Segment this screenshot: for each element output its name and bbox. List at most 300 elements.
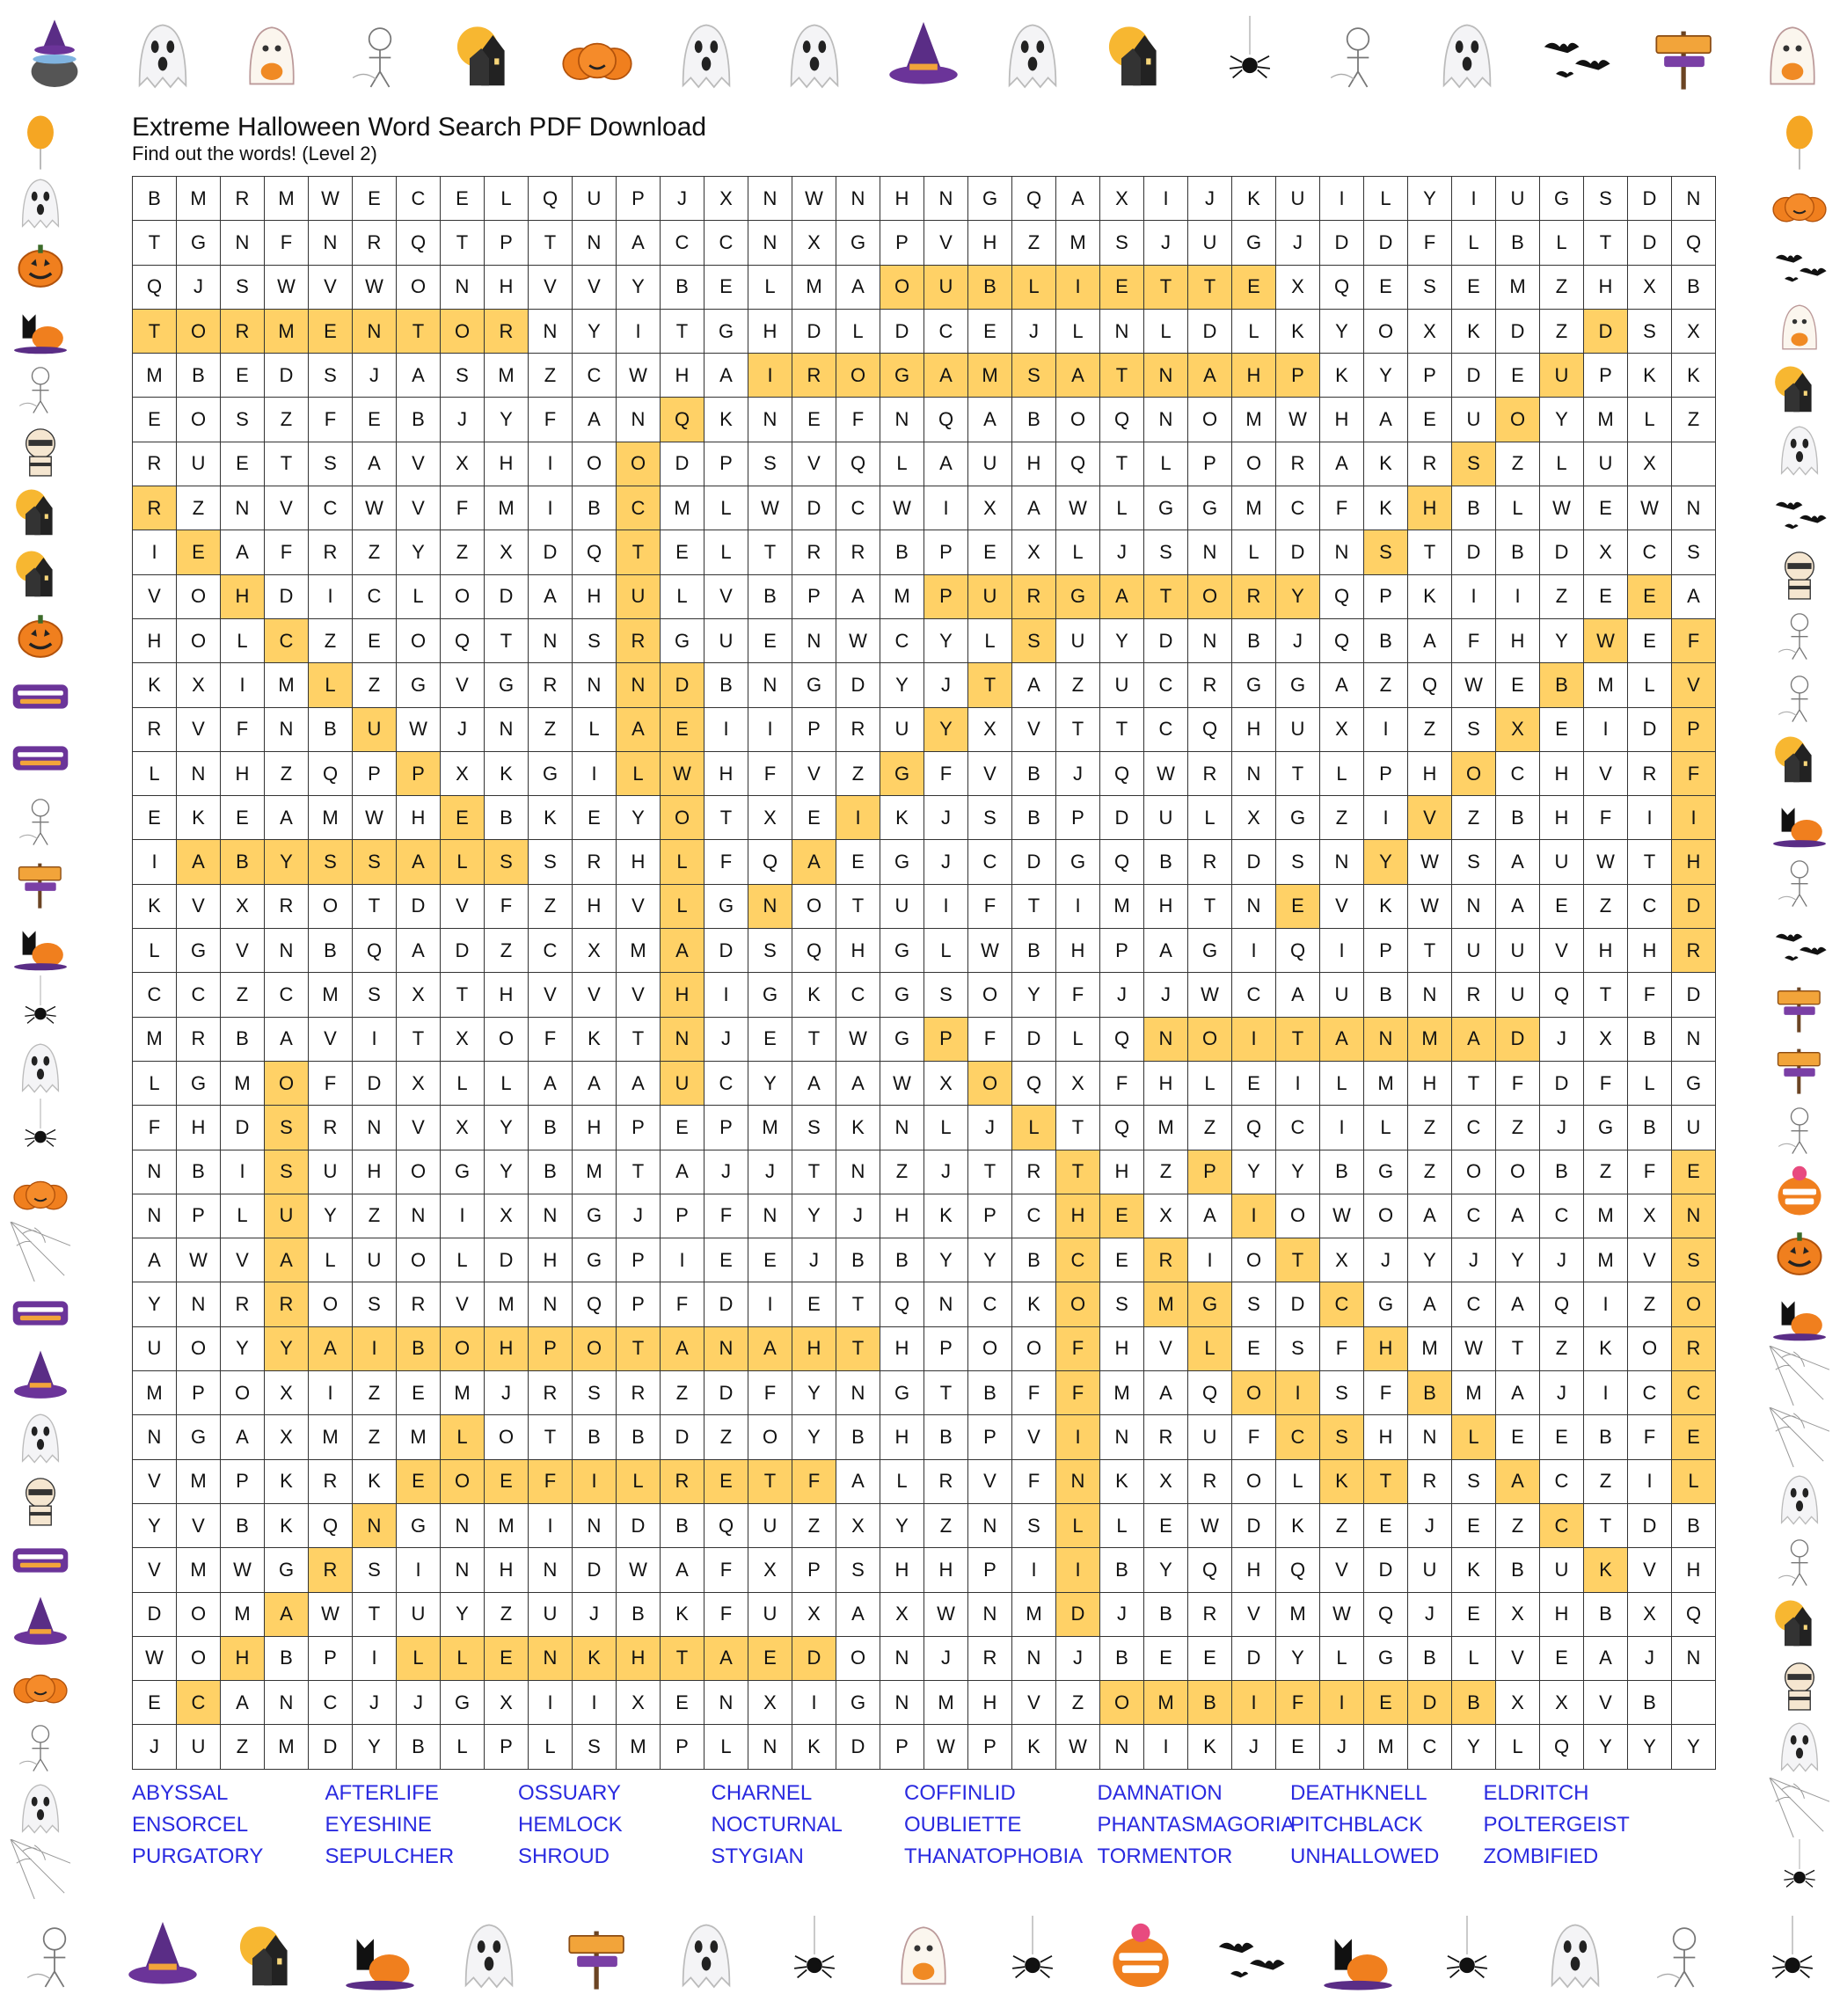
word-list-item: HEMLOCK (518, 1813, 623, 1837)
grid-cell: R (133, 708, 177, 752)
grid-cell: Y (880, 663, 924, 707)
grid-cell: Z (1056, 1681, 1100, 1725)
grid-cell: K (1232, 177, 1276, 221)
grid-cell: L (441, 840, 485, 884)
grid-cell: D (792, 486, 836, 530)
grid-cell: F (441, 486, 485, 530)
grid-cell: T (1056, 1150, 1100, 1194)
grid-cell: U (177, 1725, 221, 1769)
grid-cell: H (1540, 796, 1584, 840)
grid-cell: P (485, 221, 529, 265)
grid-cell: J (1144, 973, 1188, 1017)
grid-cell: A (177, 840, 221, 884)
grid-cell: A (353, 442, 397, 486)
grid-cell: E (1584, 486, 1628, 530)
grid-cell: A (617, 1062, 661, 1106)
grid-cell: M (1100, 885, 1144, 929)
grid-cell: A (836, 1460, 880, 1504)
grid-cell: H (1540, 1593, 1584, 1637)
grid-cell: A (617, 708, 661, 752)
grid-cell: C (1452, 1194, 1496, 1238)
grid-cell: H (880, 1194, 924, 1238)
grid-cell: H (485, 1548, 529, 1592)
grid-cell: N (1100, 1415, 1144, 1459)
grid-cell: J (968, 1106, 1012, 1150)
grid-cell: E (792, 1282, 836, 1326)
grid-cell: W (309, 177, 353, 221)
grid-cell: Z (1188, 1106, 1232, 1150)
grid-cell: O (968, 1327, 1012, 1371)
grid-cell: C (177, 1681, 221, 1725)
grid-cell: R (353, 221, 397, 265)
grid-cell: G (880, 973, 924, 1017)
trick-or-treat-icon (1102, 1916, 1179, 1993)
grid-cell: P (353, 752, 397, 796)
grid-cell: D (1408, 1681, 1452, 1725)
grid-cell: G (485, 663, 529, 707)
balloon-icon (1764, 111, 1835, 171)
grid-cell: S (1628, 310, 1672, 354)
ghost-icon (124, 16, 201, 93)
grid-cell: D (221, 1106, 265, 1150)
grid-cell: E (661, 708, 704, 752)
grid-cell: T (704, 796, 748, 840)
grid-cell: D (1628, 708, 1672, 752)
grid-cell: N (1232, 885, 1276, 929)
grid-cell: C (1144, 708, 1188, 752)
grid-cell: N (748, 177, 792, 221)
grid-cell: D (1056, 1593, 1100, 1637)
grid-cell: P (704, 442, 748, 486)
grid-cell: E (441, 796, 485, 840)
grid-cell: U (309, 1150, 353, 1194)
word-list-item: PITCHBLACK (1290, 1813, 1423, 1837)
grid-cell: R (792, 354, 836, 398)
grid-cell: V (1320, 1548, 1364, 1592)
grid-cell: B (1100, 1548, 1144, 1592)
grid-cell: B (1408, 1637, 1452, 1681)
grid-cell: B (704, 663, 748, 707)
grid-cell: B (1496, 1548, 1540, 1592)
grid-cell: Q (1320, 266, 1364, 310)
grid-cell: J (792, 1238, 836, 1282)
word-list-item: NOCTURNAL (711, 1813, 843, 1837)
grid-cell: K (1672, 354, 1716, 398)
grid-cell: H (792, 1327, 836, 1371)
grid-cell: D (704, 1282, 748, 1326)
grid-cell: K (924, 1194, 968, 1238)
grid-cell: N (1452, 885, 1496, 929)
grid-cell: E (1672, 1150, 1716, 1194)
grid-cell: G (880, 1371, 924, 1415)
grid-cell: K (133, 663, 177, 707)
word-list-item: ENSORCEL (132, 1813, 249, 1837)
grid-cell: O (309, 1282, 353, 1326)
grid-cell: G (1540, 177, 1584, 221)
grid-cell (1672, 442, 1716, 486)
grid-cell: L (1144, 442, 1188, 486)
grid-cell: V (441, 1282, 485, 1326)
grid-cell: V (177, 708, 221, 752)
grid-cell: N (441, 1504, 485, 1548)
grid-cell: L (1100, 486, 1144, 530)
grid-cell: B (1012, 929, 1056, 973)
grid-cell: F (704, 1593, 748, 1637)
grid-cell: G (1276, 663, 1320, 707)
grid-cell: X (792, 221, 836, 265)
grid-cell: L (221, 619, 265, 663)
grid-cell: Y (1364, 354, 1408, 398)
grid-cell: T (968, 1150, 1012, 1194)
grid-cell: E (661, 530, 704, 574)
grid-cell: B (1012, 1238, 1056, 1282)
grid-cell: B (1364, 619, 1408, 663)
grid-cell: N (924, 1282, 968, 1326)
bats-icon (1764, 913, 1835, 973)
grid-cell: I (1056, 885, 1100, 929)
grid-cell: F (1584, 796, 1628, 840)
grid-cell: X (441, 752, 485, 796)
grid-cell: R (397, 1282, 441, 1326)
grid-cell: E (221, 796, 265, 840)
grid-cell: Y (792, 1371, 836, 1415)
grid-cell: P (1276, 354, 1320, 398)
grid-cell: B (1408, 1371, 1452, 1415)
happy-halloween-icon (5, 1530, 76, 1590)
happy-halloween-icon (5, 667, 76, 727)
grid-cell: A (1188, 1194, 1232, 1238)
grid-cell: R (617, 1371, 661, 1415)
grid-cell: D (1540, 530, 1584, 574)
grid-cell: W (1276, 398, 1320, 442)
grid-cell: V (704, 575, 748, 619)
bats-icon (1764, 234, 1835, 294)
grid-cell: A (265, 796, 309, 840)
grid-cell: S (221, 266, 265, 310)
grid-cell: B (1672, 266, 1716, 310)
grid-cell: Q (1232, 1106, 1276, 1150)
grid-cell: N (1144, 398, 1188, 442)
grid-cell: G (792, 663, 836, 707)
pumpkins-icon (1764, 172, 1835, 232)
grid-cell: J (617, 1194, 661, 1238)
grid-cell: Q (573, 1282, 617, 1326)
grid-cell: T (836, 1327, 880, 1371)
grid-cell: Y (1408, 177, 1452, 221)
halloween-sign-icon (5, 851, 76, 911)
grid-cell: L (221, 1194, 265, 1238)
grid-cell: Q (1276, 1548, 1320, 1592)
grid-cell: E (1232, 1327, 1276, 1371)
grid-cell: K (265, 1460, 309, 1504)
grid-cell: K (880, 796, 924, 840)
grid-cell: T (968, 663, 1012, 707)
grid-cell: U (573, 177, 617, 221)
grid-cell: R (1188, 663, 1232, 707)
grid-cell: T (485, 619, 529, 663)
cat-pumpkin-icon (341, 1916, 419, 1993)
grid-cell: K (1584, 1548, 1628, 1592)
grid-cell: P (968, 1548, 1012, 1592)
grid-cell: O (177, 619, 221, 663)
grid-cell: N (1188, 530, 1232, 574)
grid-cell: J (1144, 221, 1188, 265)
raccoon-icon (1764, 543, 1835, 603)
grid-cell: M (309, 973, 353, 1017)
grid-cell: G (880, 354, 924, 398)
grid-cell: X (617, 1681, 661, 1725)
word-list-item: CHARNEL (711, 1781, 813, 1805)
grid-cell: V (397, 486, 441, 530)
grid-cell: K (836, 1106, 880, 1150)
grid-cell: K (573, 1018, 617, 1062)
grid-cell: V (1012, 708, 1056, 752)
grid-cell: L (1320, 752, 1364, 796)
grid-cell: W (792, 177, 836, 221)
grid-cell: J (704, 1018, 748, 1062)
grid-cell: O (177, 398, 221, 442)
spider-icon (1211, 16, 1289, 93)
grid-cell: B (265, 1637, 309, 1681)
grid-cell: D (1100, 796, 1144, 840)
grid-cell: E (748, 1238, 792, 1282)
bats-icon (1211, 1916, 1289, 1993)
ghost-icon (1764, 420, 1835, 479)
grid-cell: O (1232, 1371, 1276, 1415)
grid-cell: Z (1144, 1150, 1188, 1194)
sketch-icon (1764, 604, 1835, 664)
grid-cell: N (221, 221, 265, 265)
grid-cell: N (968, 1504, 1012, 1548)
grid-cell: G (1232, 663, 1276, 707)
grid-cell: U (397, 1593, 441, 1637)
grid-cell: I (221, 1150, 265, 1194)
grid-cell: V (1232, 1593, 1276, 1637)
grid-cell: M (1364, 1062, 1408, 1106)
witch-hat-icon (5, 1346, 76, 1406)
grid-cell: A (529, 1062, 573, 1106)
grid-cell: G (177, 1062, 221, 1106)
grid-cell: I (1320, 177, 1364, 221)
grid-cell: F (1628, 973, 1672, 1017)
grid-cell: E (1100, 1238, 1144, 1282)
grid-cell: P (529, 1327, 573, 1371)
grid-cell: L (441, 1238, 485, 1282)
grid-cell: Y (1232, 1150, 1276, 1194)
grid-cell: Y (485, 1106, 529, 1150)
spider-icon (776, 1916, 853, 1993)
grid-cell: E (1628, 575, 1672, 619)
grid-cell: O (485, 1018, 529, 1062)
grid-cell: X (1672, 310, 1716, 354)
grid-cell: J (836, 1194, 880, 1238)
grid-cell: H (704, 752, 748, 796)
grid-cell: Z (1496, 442, 1540, 486)
grid-cell: V (1628, 1238, 1672, 1282)
sketch-icon (1764, 1099, 1835, 1158)
grid-cell: O (880, 266, 924, 310)
grid-cell: X (1320, 708, 1364, 752)
grid-cell: U (265, 1194, 309, 1238)
grid-cell: A (1056, 354, 1100, 398)
grid-cell: L (704, 486, 748, 530)
grid-cell: A (221, 530, 265, 574)
grid-cell: N (265, 708, 309, 752)
grid-cell: I (1320, 1106, 1364, 1150)
grid-cell: Z (1056, 663, 1100, 707)
grid-cell: U (1540, 1548, 1584, 1592)
grid-cell: X (1232, 796, 1276, 840)
spider-icon (1754, 1916, 1831, 1993)
grid-cell: S (1452, 1460, 1496, 1504)
grid-cell: W (309, 1593, 353, 1637)
grid-cell: J (397, 1681, 441, 1725)
grid-cell: A (1408, 1282, 1452, 1326)
happy-halloween-icon (5, 1283, 76, 1343)
grid-cell: Q (748, 840, 792, 884)
grid-cell: F (529, 1018, 573, 1062)
grid-cell: U (1144, 796, 1188, 840)
grid-cell: A (1672, 575, 1716, 619)
grid-cell: B (309, 929, 353, 973)
grid-cell: M (1276, 1593, 1320, 1637)
grid-cell: L (1056, 310, 1100, 354)
grid-cell: Y (441, 1593, 485, 1637)
grid-cell: R (221, 310, 265, 354)
grid-cell: F (968, 1018, 1012, 1062)
grid-cell: K (1408, 575, 1452, 619)
grid-cell: V (309, 1018, 353, 1062)
grid-cell: Y (1408, 1238, 1452, 1282)
grid-cell: N (836, 177, 880, 221)
grid-cell: O (1452, 752, 1496, 796)
grid-cell: W (836, 1018, 880, 1062)
grid-cell: P (1188, 442, 1232, 486)
grid-cell: L (1540, 221, 1584, 265)
grid-cell: F (1012, 1460, 1056, 1504)
bats-icon (1764, 481, 1835, 541)
grid-cell: I (748, 1282, 792, 1326)
grid-cell: F (1584, 1062, 1628, 1106)
grid-cell: J (1628, 1637, 1672, 1681)
grid-cell: I (836, 796, 880, 840)
grid-cell: Z (353, 1194, 397, 1238)
grid-cell: E (704, 266, 748, 310)
grid-cell: Z (792, 1504, 836, 1548)
grid-cell: M (617, 1725, 661, 1769)
grid-cell: Q (133, 266, 177, 310)
grid-cell: J (1056, 1637, 1100, 1681)
grid-cell: D (836, 1725, 880, 1769)
grid-cell: K (1452, 1548, 1496, 1592)
grid-cell: N (133, 1150, 177, 1194)
grid-cell: G (1276, 796, 1320, 840)
grid-cell: Q (1100, 1018, 1144, 1062)
grid-cell: D (1496, 1018, 1540, 1062)
grid-cell: Z (1496, 1504, 1540, 1548)
grid-cell: A (792, 840, 836, 884)
grid-cell: V (792, 752, 836, 796)
grid-cell: P (880, 1725, 924, 1769)
grid-cell: S (1452, 708, 1496, 752)
word-list (132, 1781, 1803, 1876)
grid-cell: N (748, 663, 792, 707)
grid-cell: O (1232, 1238, 1276, 1282)
grid-cell: I (221, 663, 265, 707)
grid-cell: L (397, 575, 441, 619)
grid-cell: G (1188, 1282, 1232, 1326)
grid-cell: P (617, 177, 661, 221)
grid-cell: B (1452, 486, 1496, 530)
grid-cell: A (133, 1238, 177, 1282)
grid-cell: I (1056, 1415, 1100, 1459)
grid-cell: L (1364, 177, 1408, 221)
grid-cell: P (968, 1194, 1012, 1238)
grid-cell: P (617, 1282, 661, 1326)
grid-cell: S (1276, 840, 1320, 884)
grid-cell: Q (1012, 177, 1056, 221)
grid-cell: B (177, 1150, 221, 1194)
word-list-item: STYGIAN (711, 1844, 804, 1868)
grid-cell: M (485, 354, 529, 398)
grid-cell: X (177, 663, 221, 707)
grid-cell: L (661, 885, 704, 929)
grid-cell: H (1408, 752, 1452, 796)
grid-cell: E (177, 530, 221, 574)
grid-cell: K (1276, 310, 1320, 354)
grid-cell: E (1232, 1062, 1276, 1106)
grid-cell: E (1364, 1681, 1408, 1725)
grid-cell: L (133, 1062, 177, 1106)
grid-cell: B (748, 575, 792, 619)
grid-cell: J (924, 840, 968, 884)
word-list-item: DEATHKNELL (1290, 1781, 1427, 1805)
cute-ghost-icon (1754, 16, 1831, 93)
grid-cell: L (309, 1238, 353, 1282)
grid-cell: F (1496, 1062, 1540, 1106)
grid-cell: A (1100, 575, 1144, 619)
grid-cell: A (1408, 619, 1452, 663)
grid-cell: I (1232, 1018, 1276, 1062)
grid-cell: B (924, 1415, 968, 1459)
grid-cell: R (221, 1282, 265, 1326)
grid-cell: T (792, 1150, 836, 1194)
grid-cell: E (1232, 266, 1276, 310)
grid-cell: R (309, 1106, 353, 1150)
grid-cell: Y (924, 619, 968, 663)
grid-cell: L (1320, 1637, 1364, 1681)
grid-cell: Q (661, 398, 704, 442)
word-list-item: OSSUARY (518, 1781, 621, 1805)
grid-cell: E (1144, 1504, 1188, 1548)
word-list-item: COFFINLID (904, 1781, 1016, 1805)
grid-cell: R (1188, 752, 1232, 796)
grid-cell: X (1144, 1460, 1188, 1504)
grid-cell: V (1628, 1548, 1672, 1592)
grid-cell: D (573, 1548, 617, 1592)
grid-cell: S (309, 354, 353, 398)
grid-cell: N (529, 619, 573, 663)
grid-cell: I (1188, 1238, 1232, 1282)
ghost-icon (1764, 1469, 1835, 1529)
grid-cell: T (1188, 266, 1232, 310)
grid-cell: L (661, 575, 704, 619)
grid-cell: Y (924, 1238, 968, 1282)
grid-cell: O (1364, 1194, 1408, 1238)
grid-cell: I (353, 1018, 397, 1062)
grid-cell: C (177, 973, 221, 1017)
word-list-item: SHROUD (518, 1844, 610, 1868)
